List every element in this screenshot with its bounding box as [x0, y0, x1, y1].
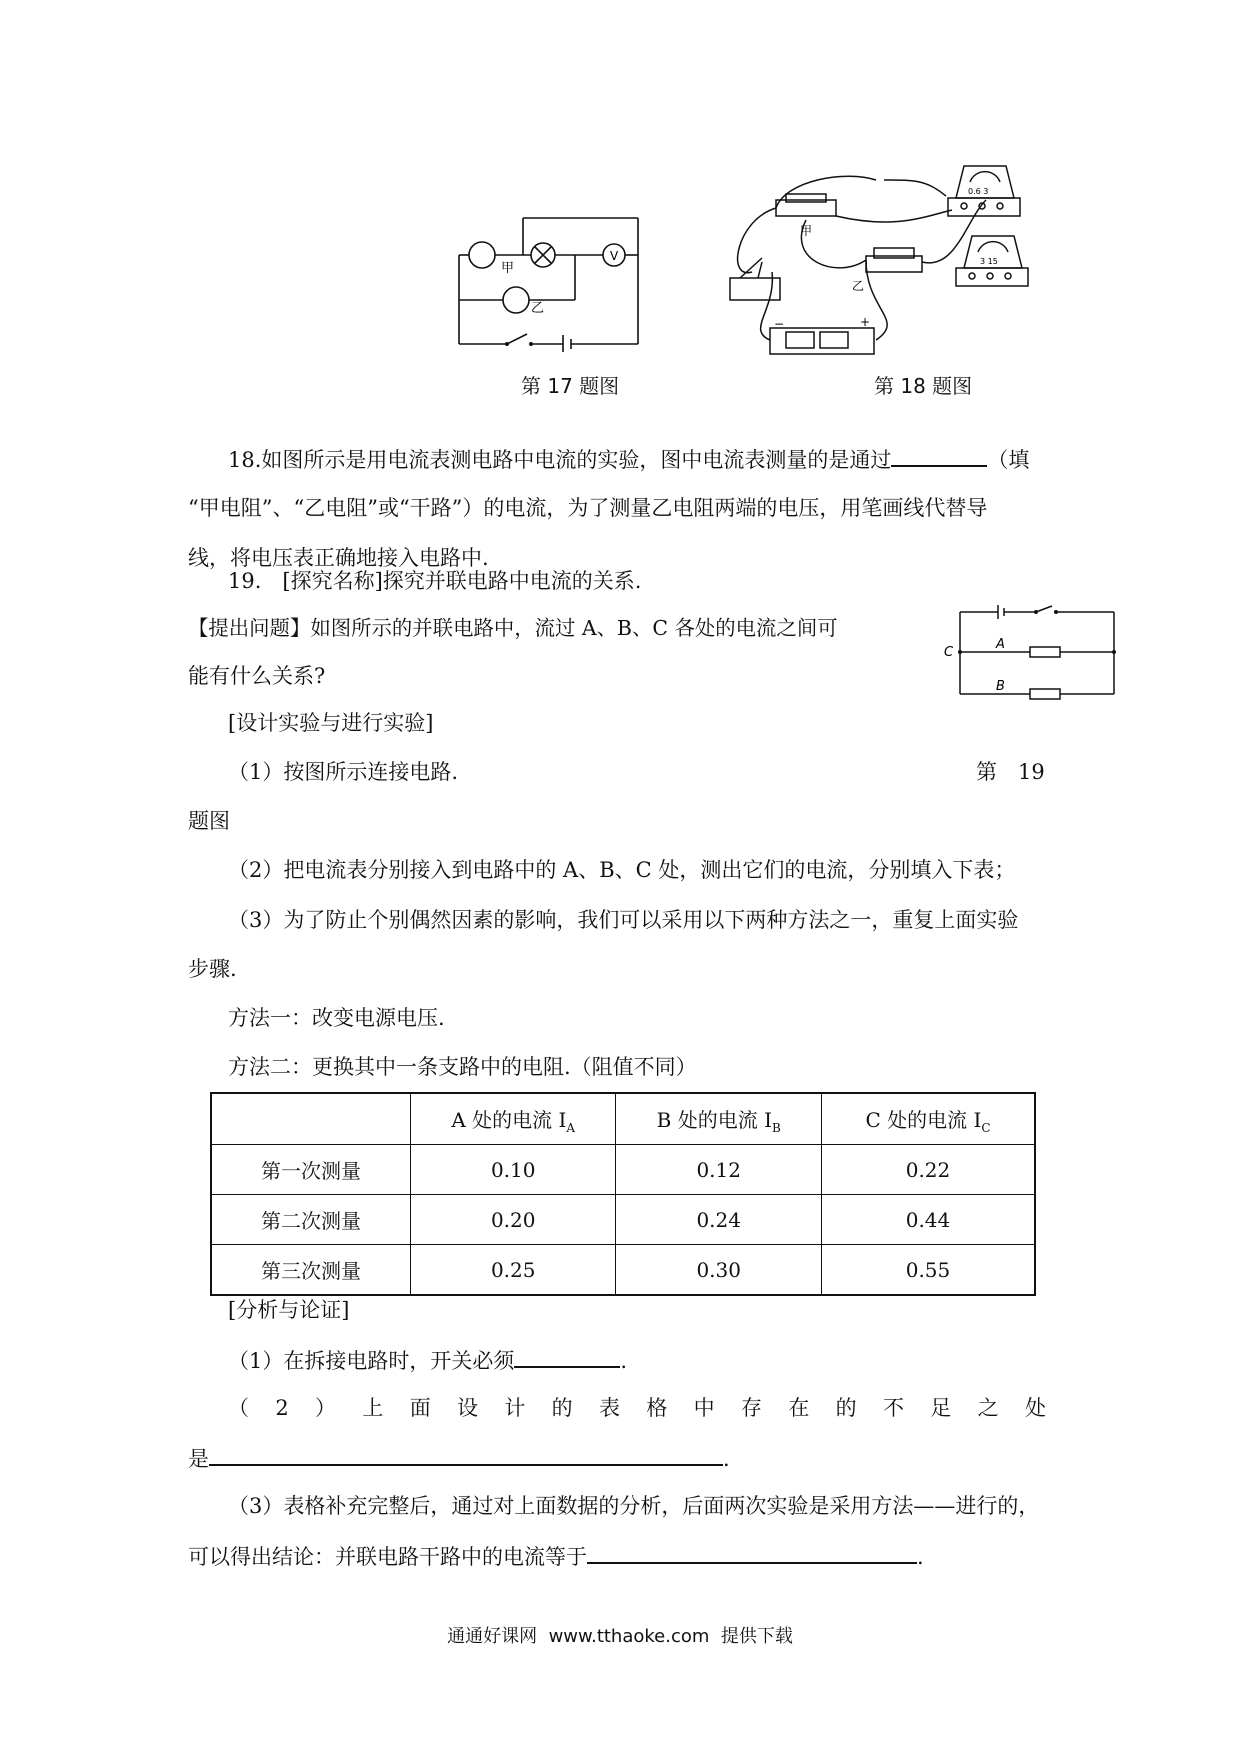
- table-cell: 0.24: [616, 1195, 822, 1245]
- fig17-yi-label: 乙: [531, 301, 545, 316]
- table-cell: 0.44: [821, 1195, 1035, 1245]
- current-measurement-table: [210, 1092, 1036, 1296]
- table-cell: 第一次测量: [211, 1145, 410, 1195]
- fig19-label-b: B: [996, 679, 1005, 694]
- table-cell: 0.22: [821, 1145, 1035, 1195]
- table-cell: 第三次测量: [211, 1245, 410, 1296]
- table-cell: 第二次测量: [211, 1195, 410, 1245]
- table-cell: 0.12: [616, 1145, 822, 1195]
- table-cell: 0.55: [821, 1245, 1035, 1296]
- q19-step1: （1）按图所示连接电路.: [228, 760, 459, 784]
- q19-analysis-2-tail: .: [723, 1447, 730, 1471]
- q18-answer-blank: [891, 443, 987, 467]
- table-cell: 0.25: [410, 1245, 616, 1296]
- fig19-label-c: C: [944, 645, 954, 660]
- fig18-yi-label: 乙: [852, 279, 865, 293]
- fig19-caption-part2: 题图: [188, 809, 230, 833]
- table-row: [211, 1245, 1035, 1296]
- q19-analysis-heading: [分析与论证]: [228, 1298, 350, 1322]
- table-header-cell: B 处的电流 $I_B$: [616, 1093, 822, 1145]
- table-row: [211, 1145, 1035, 1195]
- figure-18-caption: 第 18 题图: [874, 374, 973, 398]
- q19-method2: 方法二：更换其中一条支路中的电阻.（阻值不同）: [228, 1055, 697, 1079]
- q19-question-line2: 能有什么关系?: [188, 664, 326, 688]
- q19-analysis-1: [228, 1344, 627, 1376]
- q18-line3: 线，将电压表正确地接入电路中.: [188, 546, 489, 570]
- fig19-label-a: A: [996, 637, 1005, 652]
- q19-step3-line2: 步骤.: [188, 957, 237, 981]
- q19-analysis-3-line2: [188, 1540, 924, 1572]
- fig18-battery-pos: +: [860, 315, 871, 329]
- q19-analysis-3-blank: [587, 1540, 917, 1564]
- figure-17-circuit: [455, 212, 655, 352]
- q18-line2: “甲电阻”、“乙电阻”或“干路”）的电流，为了测量乙电阻两端的电压，用笔画线代替导: [188, 496, 988, 520]
- fig17-jia-label: 甲: [501, 261, 515, 276]
- fig18-meter1-scale: 0.6 3: [968, 187, 989, 196]
- q19-analysis-2-prefix: 是: [188, 1447, 209, 1471]
- figure-18-apparatus: [716, 160, 1036, 360]
- table-header-row: [211, 1093, 1035, 1145]
- q19-question-line1: 【提出问题】如图所示的并联电路中，流过 A、B、C 各处的电流之间可: [188, 616, 838, 640]
- figure-19-parallel-circuit: [942, 604, 1122, 704]
- q18-line1: [228, 443, 1029, 475]
- fig18-jia-label: 甲: [800, 224, 813, 238]
- q19-analysis-3-tail: .: [917, 1545, 924, 1569]
- fig18-meter2-scale: 3 15: [980, 257, 998, 266]
- table-row: [211, 1195, 1035, 1245]
- q19-analysis-3-text: 可以得出结论：并联电路干路中的电流等于: [188, 1545, 587, 1569]
- table-cell: 0.20: [410, 1195, 616, 1245]
- table-cell: 0.30: [616, 1245, 822, 1296]
- table-header-cell: A 处的电流 $I_A$: [410, 1093, 616, 1145]
- fig17-voltmeter-label: V: [610, 249, 619, 263]
- q19-step3-line1: （3）为了防止个别偶然因素的影响，我们可以采用以下两种方法之一，重复上面实验: [228, 908, 1019, 932]
- q19-method1: 方法一：改变电源电压.: [228, 1006, 445, 1030]
- q19-title: 19. [探究名称]探究并联电路中电流的关系.: [228, 569, 642, 593]
- table-cell: 0.10: [410, 1145, 616, 1195]
- q19-analysis-1-text: （1）在拆接电路时，开关必须: [228, 1349, 515, 1373]
- figure-17-caption: 第 17 题图: [521, 374, 620, 398]
- fig18-battery-neg: −: [774, 317, 785, 331]
- q19-step2: （2）把电流表分别接入到电路中的 A、B、C 处，测出它们的电流，分别填入下表；: [228, 858, 1016, 882]
- q19-analysis-2-line2: [188, 1442, 730, 1474]
- q19-analysis-1-blank: [514, 1344, 620, 1368]
- table-header-cell: C 处的电流 $I_C$: [821, 1093, 1035, 1145]
- table-header-cell: [211, 1093, 410, 1145]
- q18-line1-tail: （填: [987, 448, 1030, 472]
- fig19-caption-part1: 第 19: [976, 760, 1045, 784]
- q19-analysis-3-line1: （3）表格补充完整后，通过对上面数据的分析，后面两次实验是采用方法——进行的，: [228, 1494, 1040, 1518]
- page-footer: 通通好课网 www.tthaoke.com 提供下载: [447, 1626, 793, 1647]
- q19-design-heading: [设计实验与进行实验]: [228, 711, 434, 735]
- q18-line1-text: 18.如图所示是用电流表测电路中电流的实验，图中电流表测量的是通过: [228, 448, 892, 472]
- q19-analysis-1-tail: .: [620, 1349, 628, 1373]
- q19-analysis-2-line1: （ 2 ） 上 面 设 计 的 表 格 中 存 在 的 不 足 之 处: [228, 1396, 1046, 1420]
- q19-analysis-2-blank: [209, 1442, 723, 1466]
